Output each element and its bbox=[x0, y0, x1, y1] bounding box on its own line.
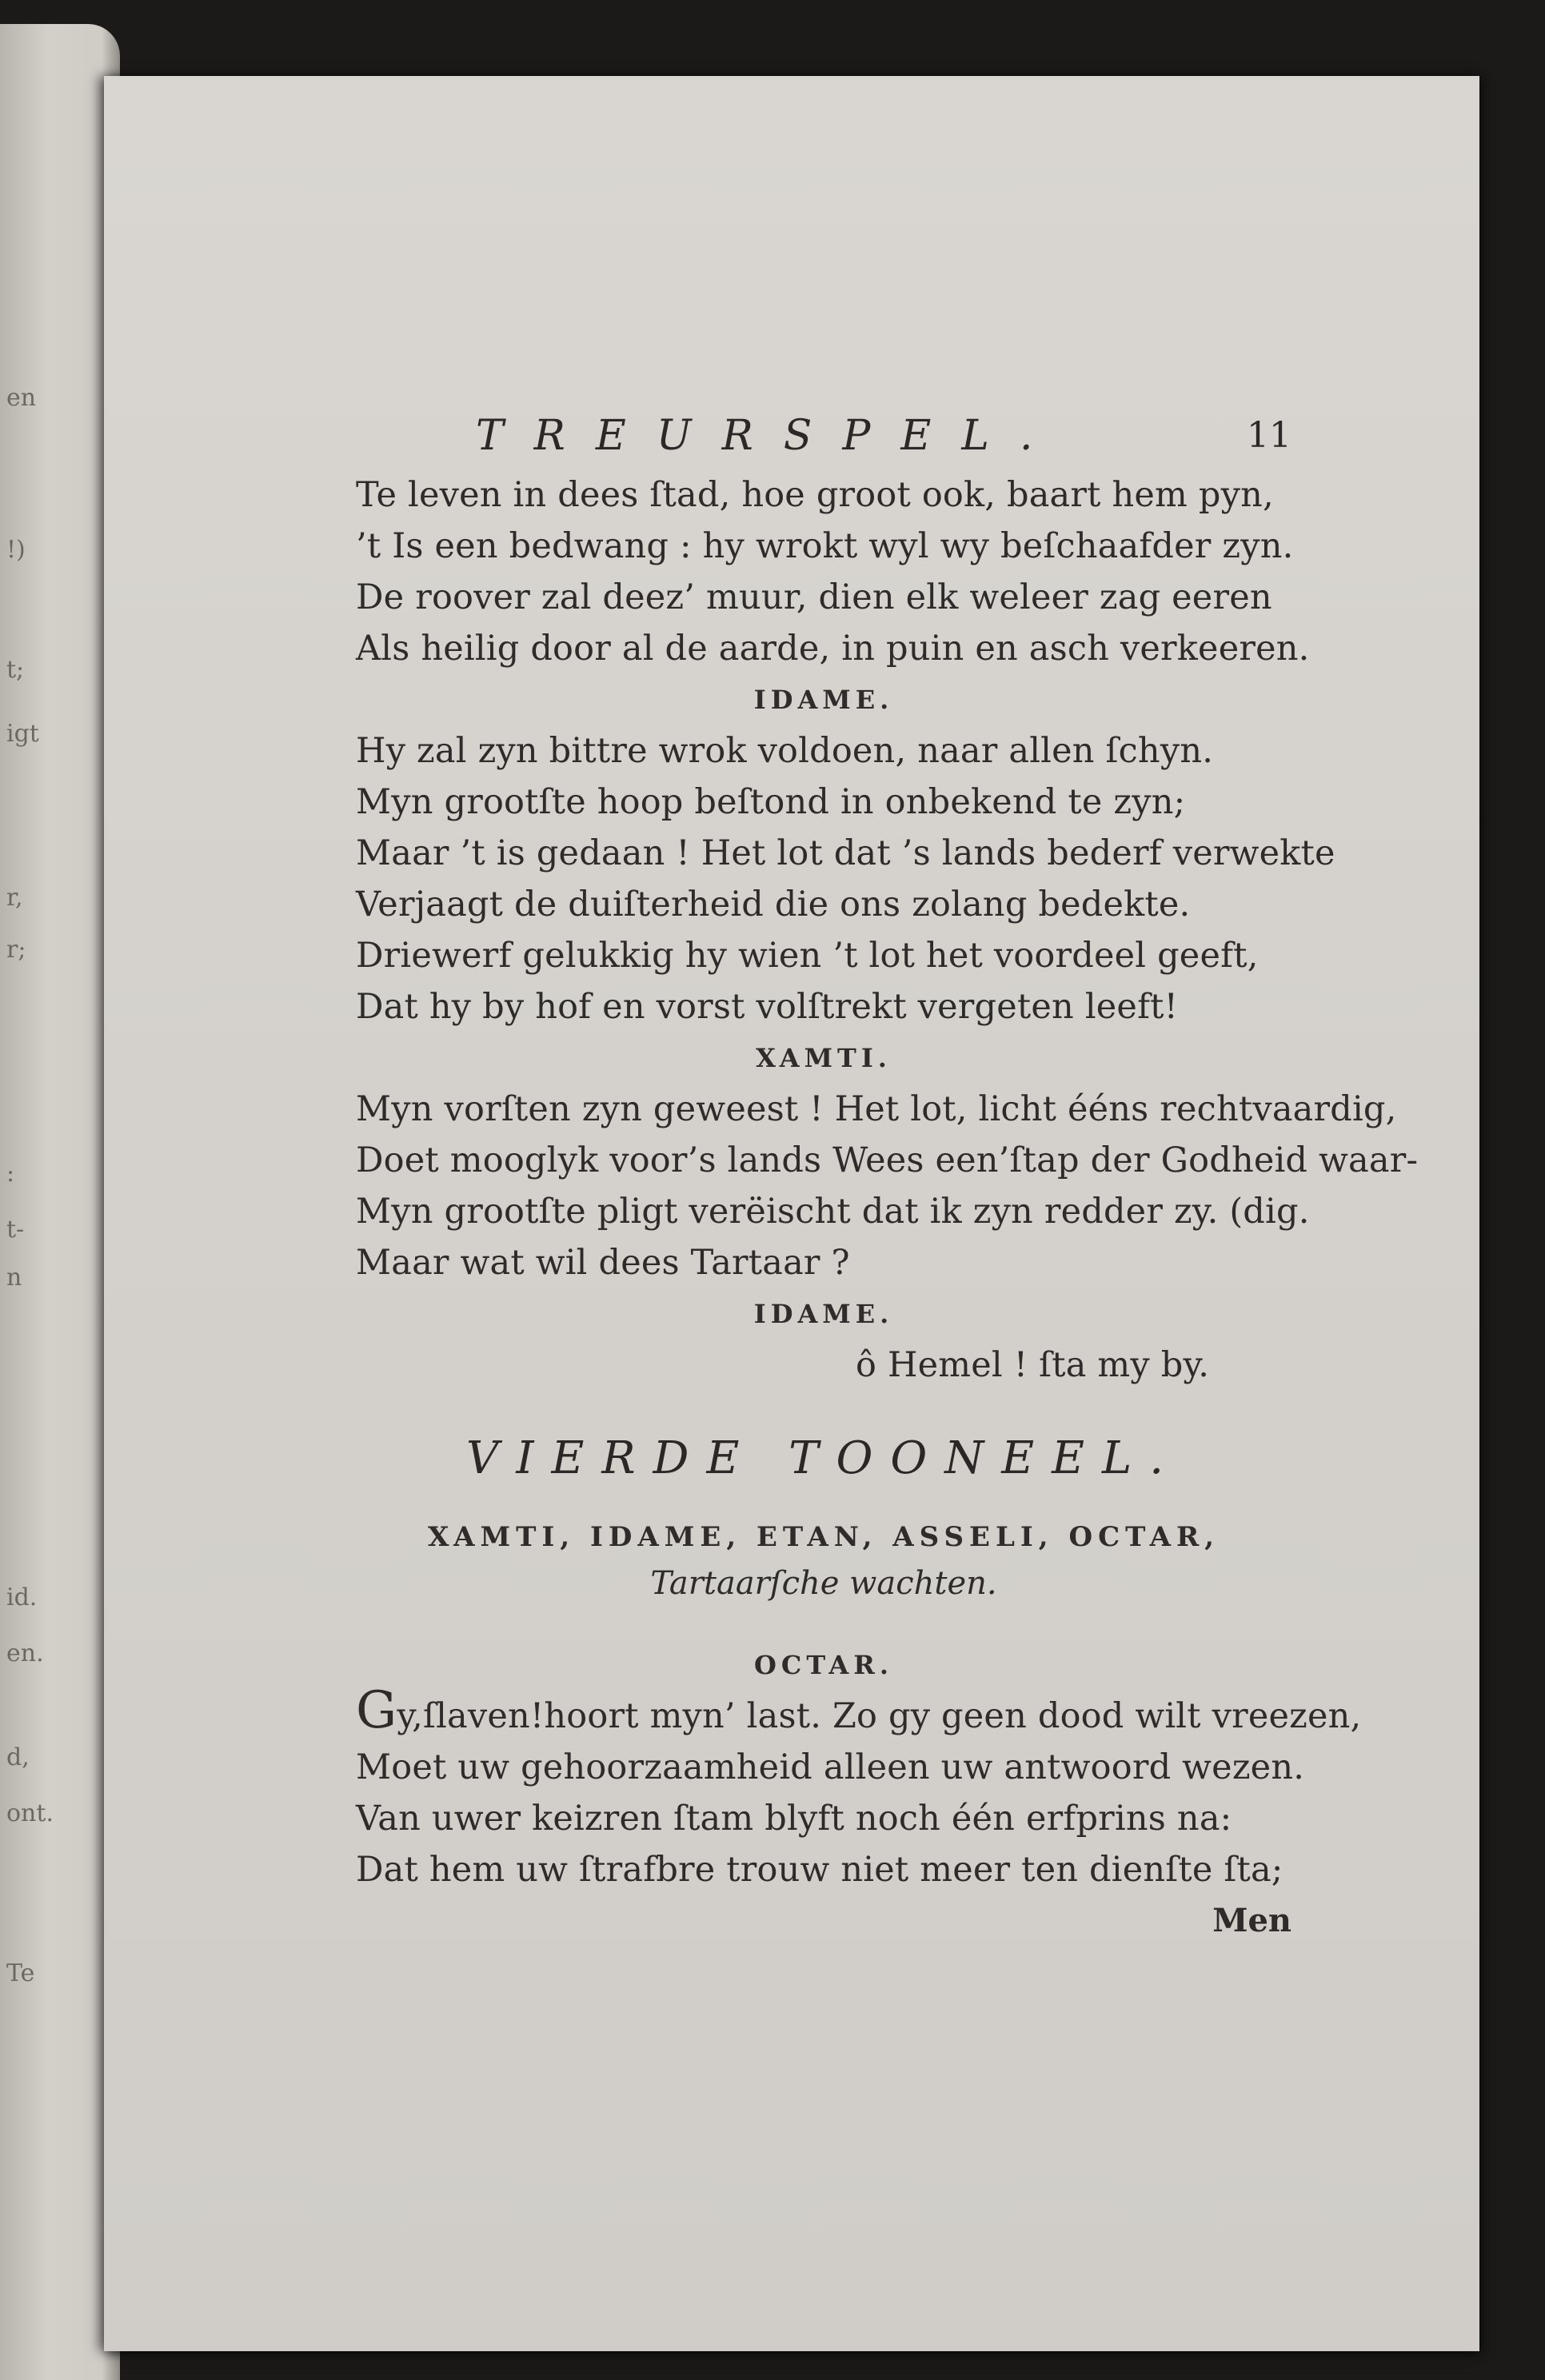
verse-line: Driewerf gelukkig hy wien ’t lot het voordeel geeft, bbox=[356, 936, 1259, 976]
running-title: TREURSPEL. bbox=[476, 412, 1064, 460]
drop-cap: G bbox=[356, 1681, 397, 1740]
facing-page-fragment: r, bbox=[6, 884, 23, 912]
verse-line: Dat hy by hof en vorst volſtrekt vergeten leeft! bbox=[356, 987, 1179, 1027]
scene-heading: VIERDE TOONEEL. bbox=[465, 1432, 1182, 1484]
verse-line: Maar wat wil dees Tartaar ? bbox=[356, 1243, 850, 1283]
verse-line: Maar ’t is gedaan ! Het lot dat ’s lands bederf verwekte bbox=[356, 833, 1335, 873]
facing-page-fragment: en. bbox=[6, 1639, 44, 1667]
facing-page-fragment: igt bbox=[6, 720, 39, 748]
page-text bbox=[356, 412, 1419, 1947]
verse-line-rest: y,ſlaven!hoort myn’ last. Zo gy geen dood wilt vreezen, bbox=[397, 1696, 1362, 1736]
verse-line: ô Hemel ! ſta my by. bbox=[856, 1345, 1210, 1385]
facing-page-fragment: d, bbox=[6, 1743, 30, 1771]
verse-line: Verjaagt de duiſterheid die ons zolang bedekte. bbox=[356, 885, 1191, 924]
cast-note: Tartaarſche wachten. bbox=[650, 1565, 997, 1602]
verse-line: Myn vorſten zyn geweest ! Het lot, licht ééns rechtvaardig, bbox=[356, 1089, 1397, 1129]
verse-line: Dat hem uw ſtrafbre trouw niet meer ten dienſte ſta; bbox=[356, 1850, 1284, 1890]
verse-line: Als heilig door al de aarde, in puin en asch verkeeren. bbox=[356, 629, 1310, 669]
facing-page-fragment: ont. bbox=[6, 1799, 54, 1827]
facing-page-fragment: !) bbox=[6, 536, 26, 564]
facing-page-fragment: en bbox=[6, 384, 37, 412]
facing-page-fragment: : bbox=[6, 1160, 15, 1188]
speaker-name: IDAME. bbox=[753, 685, 894, 715]
speaker-name: XAMTI. bbox=[756, 1043, 892, 1073]
verse-line: De roover zal deez’ muur, dien elk weleer zag eeren bbox=[356, 577, 1272, 617]
facing-page-fragment: t- bbox=[6, 1216, 25, 1244]
verse-line bbox=[356, 1681, 1362, 1742]
verse-line: Van uwer keizren ſtam blyft noch één erfprins na: bbox=[356, 1799, 1232, 1839]
verse-line: Doet mooglyk voor’s lands Wees een’ſtap der Godheid waar- bbox=[356, 1140, 1419, 1180]
catchword: Men bbox=[1212, 1902, 1291, 1939]
facing-page-fragment: Te bbox=[6, 1959, 35, 1987]
verse-line: Moet uw gehoorzaamheid alleen uw antwoord wezen. bbox=[356, 1747, 1305, 1787]
page-number: 11 bbox=[1247, 415, 1291, 456]
running-header bbox=[356, 412, 1291, 461]
verse-line: ’t Is een bedwang : hy wrokt wyl wy beſchaafder zyn. bbox=[356, 526, 1294, 566]
verse-line: Te leven in dees ſtad, hoe groot ook, baart hem pyn, bbox=[356, 475, 1274, 515]
facing-page-edge bbox=[0, 24, 120, 2380]
speaker-name: IDAME. bbox=[753, 1299, 894, 1329]
verse-line: Myn grootſte pligt verëischt dat ik zyn redder zy. (dig. bbox=[356, 1192, 1310, 1232]
verse-line: Myn grootſte hoop beſtond in onbekend te zyn; bbox=[356, 782, 1186, 822]
verse-line: Hy zal zyn bittre wrok voldoen, naar allen ſchyn. bbox=[356, 731, 1214, 771]
book-page bbox=[104, 76, 1479, 2351]
facing-page-fragment: id. bbox=[6, 1583, 38, 1611]
cast-list: XAMTI, IDAME, ETAN, ASSELI, OCTAR, bbox=[427, 1521, 1220, 1553]
facing-page-fragment: t; bbox=[6, 656, 25, 684]
speaker-name: OCTAR. bbox=[754, 1650, 893, 1680]
facing-page-fragment: r; bbox=[6, 936, 26, 964]
facing-page-fragment: n bbox=[6, 1264, 22, 1292]
